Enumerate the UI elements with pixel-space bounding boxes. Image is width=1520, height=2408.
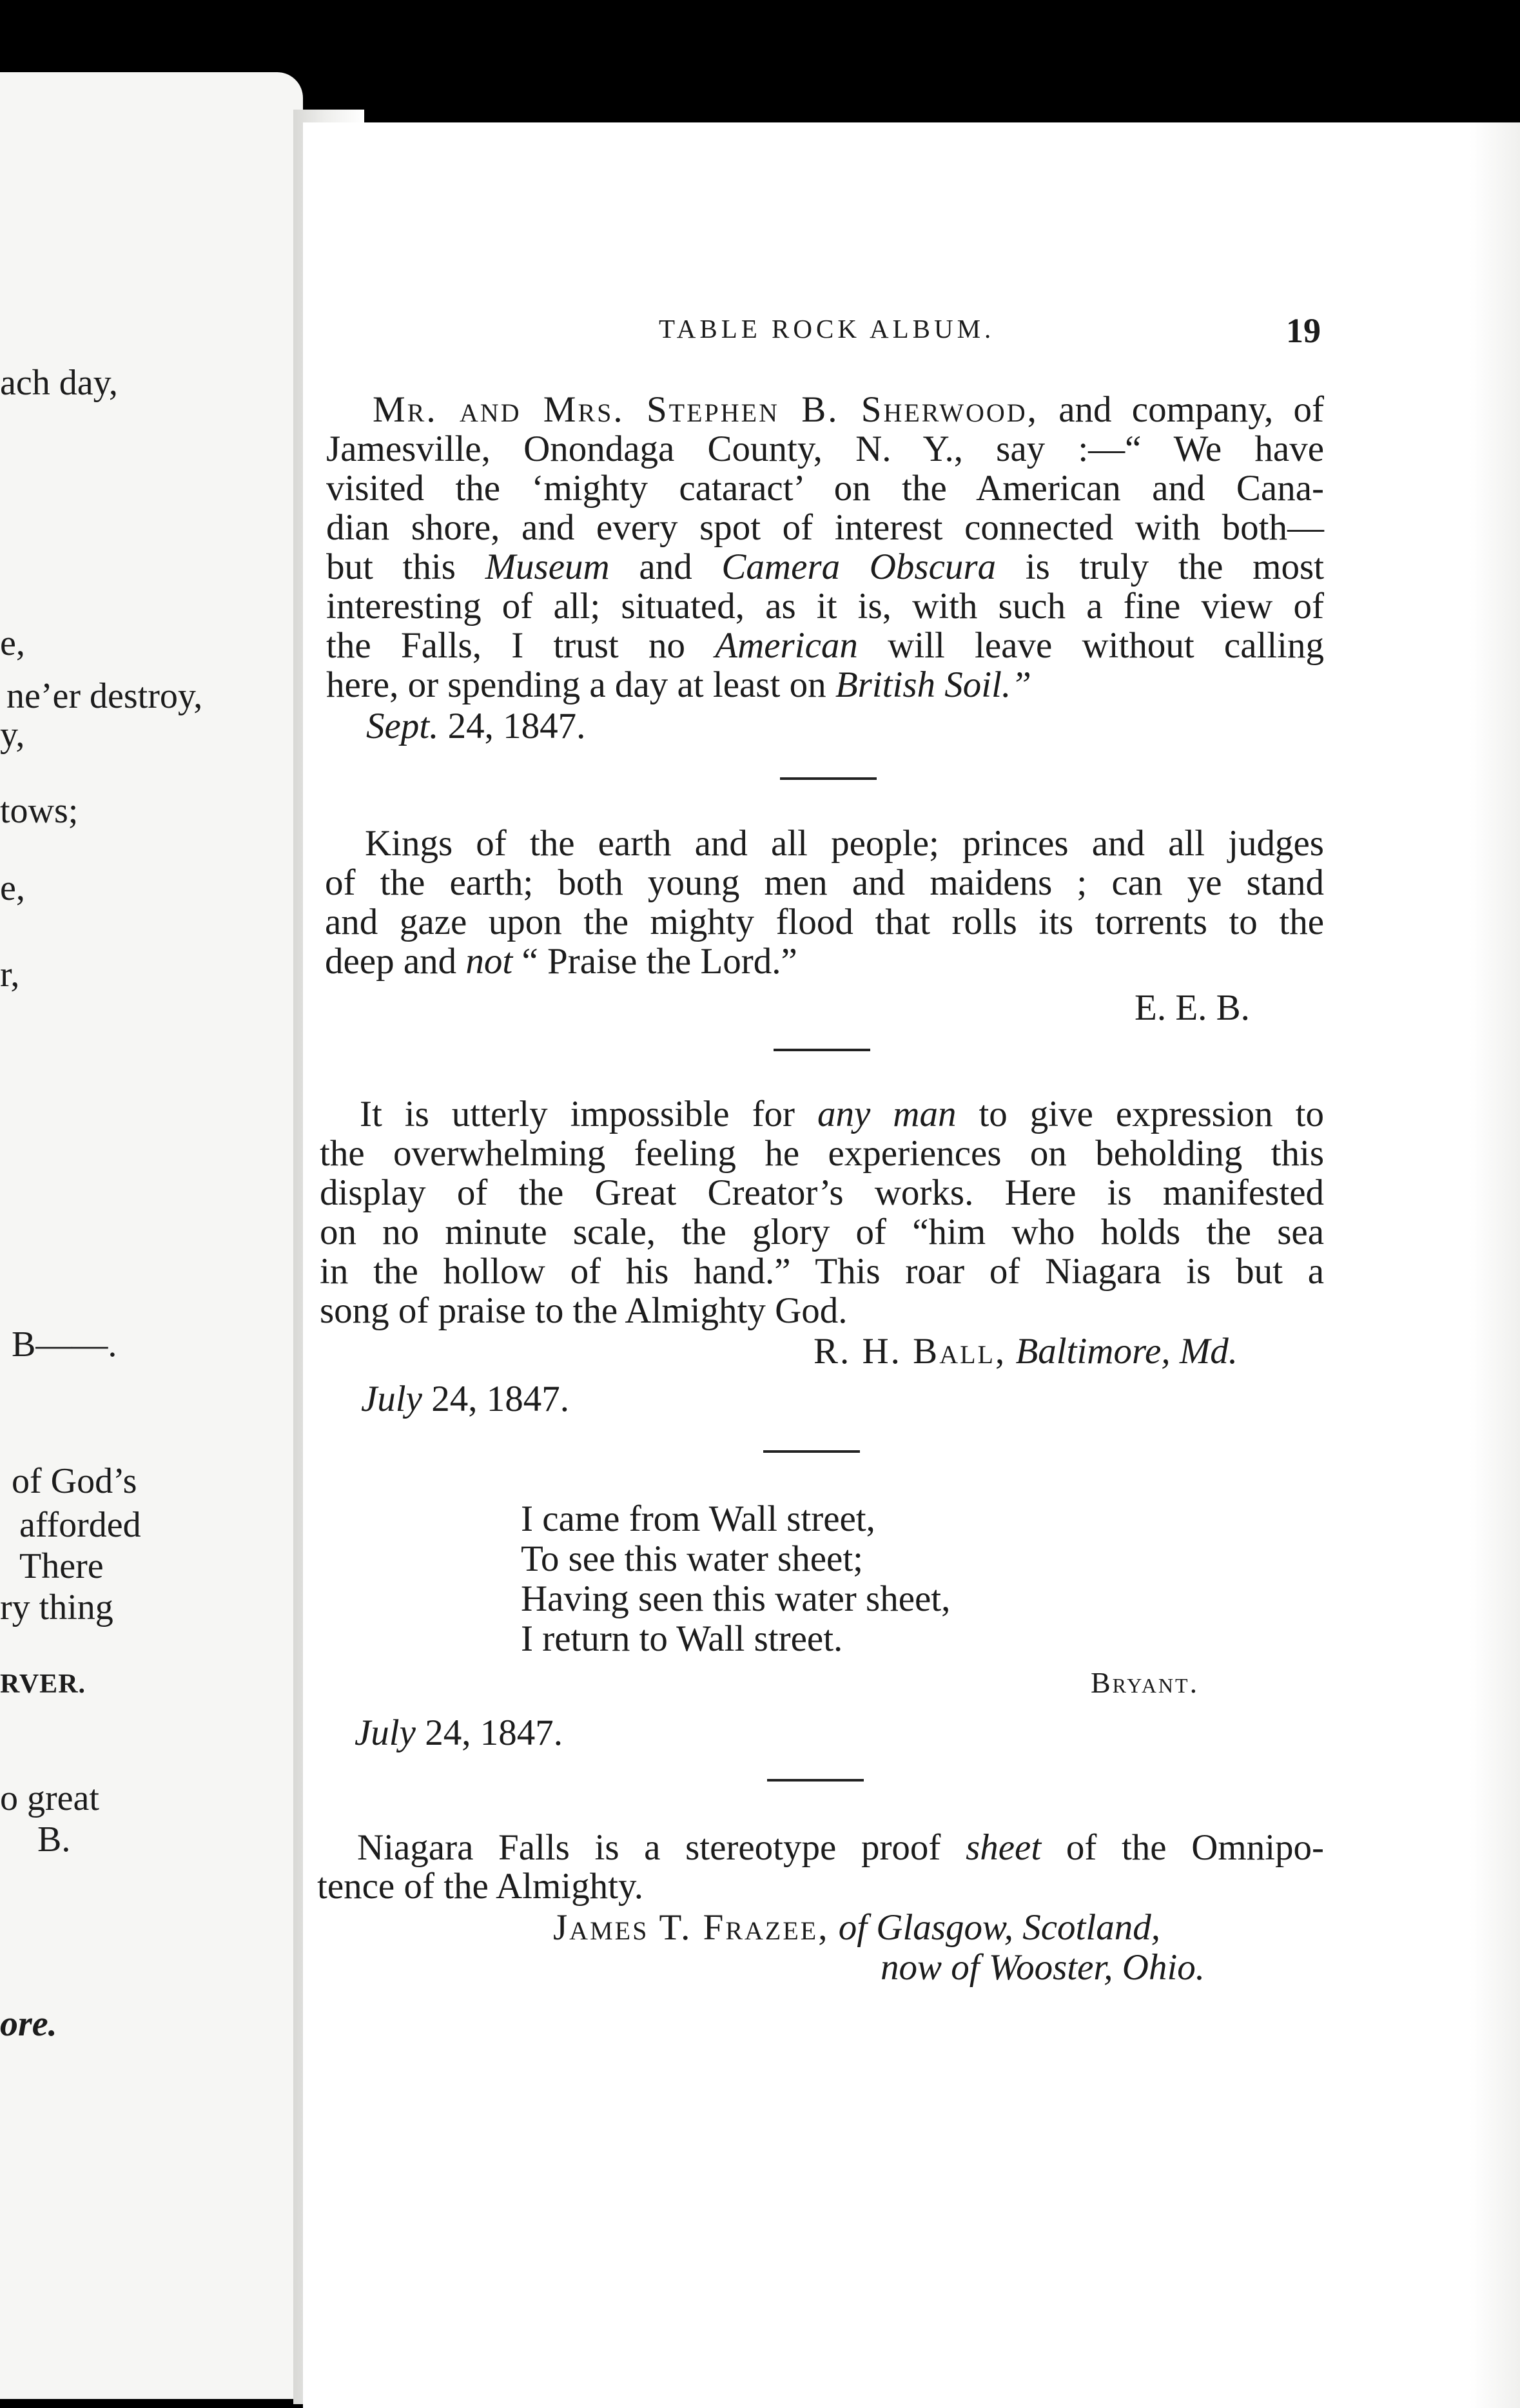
emphasis: any man [817, 1094, 957, 1134]
section-divider [767, 1779, 864, 1782]
emphasis: Camera Obscura [721, 547, 997, 587]
text-line: of the earth; both young men and maidens ; can ye stand [325, 862, 1324, 903]
text-line: dian shore, and every spot of interest connected with both— [326, 507, 1324, 548]
left-page-line: afforded [19, 1505, 141, 1545]
text-line: on no minute scale, the glory of “him who holds the sea [320, 1212, 1324, 1252]
text-line: Jamesville, Onondaga County, N. Y., say :—“ We have [326, 429, 1324, 469]
text-line: and gaze upon the mighty flood that rolls its torrents to the [325, 902, 1324, 942]
left-page-line: y, [0, 715, 25, 755]
verse-line: I return to Wall street. [521, 1618, 843, 1659]
left-page-line: ne’er destroy, [6, 676, 203, 716]
left-page-line: B——. [12, 1325, 117, 1364]
text-line: Mr. and Mrs. Stephen B. Sherwood, and company, of [373, 389, 1325, 430]
left-page-line: o great [0, 1778, 99, 1818]
left-page-line: e, [0, 868, 25, 908]
book-page [303, 122, 1520, 2408]
left-page-line: of God’s [12, 1461, 137, 1501]
section-divider [780, 777, 877, 780]
signature: Bryant. [1091, 1666, 1200, 1699]
text-line: here, or spending a day at least on British Soil.” [326, 665, 1031, 705]
left-page-line: ach day, [0, 363, 118, 403]
page-number: 19 [1286, 311, 1321, 350]
text-line: the overwhelming feeling he experiences on beholding this [320, 1133, 1324, 1174]
left-page-line: e, [0, 623, 25, 663]
text-line: the Falls, I trust no American will leave without calling [326, 625, 1325, 666]
signature: James T. Frazee, of Glasgow, Scotland, [553, 1907, 1160, 1948]
verse-line: Having seen this water sheet, [521, 1578, 951, 1619]
left-page-line: RVER. [0, 1669, 86, 1699]
text-line: Niagara Falls is a stereotype proof sheet of the Omnipo- [357, 1827, 1325, 1868]
emphasis: American [715, 625, 858, 666]
running-head: TABLE ROCK ALBUM. [659, 314, 995, 344]
author-name: Mr. and Mrs. Stephen B. Sherwood, [373, 389, 1038, 430]
text-line: deep and not “ Praise the Lord.” [325, 941, 797, 982]
signature: E. E. B. [1135, 987, 1250, 1028]
left-page-line: r, [0, 955, 20, 995]
text-line: It is utterly impossible for any man to give expression to [360, 1094, 1324, 1134]
text-line: display of the Great Creator’s works. Here is manifested [320, 1172, 1324, 1213]
text-line: in the hollow of his hand.” This roar of Niagara is but a [320, 1251, 1324, 1292]
left-page-line: ry thing [0, 1588, 113, 1627]
left-page-line: There [19, 1546, 104, 1586]
text-line: interesting of all; situated, as it is, with such a fine view of [326, 586, 1324, 626]
section-divider [763, 1450, 860, 1453]
text-line: song of praise to the Almighty God. [320, 1290, 848, 1331]
text-line: but this Museum and Camera Obscura is truly the most [326, 547, 1325, 587]
left-page-line: B. [37, 1820, 71, 1859]
text-line: Kings of the earth and all people; princes and all judges [365, 823, 1324, 864]
left-facing-page [0, 72, 303, 2399]
emphasis: sheet [966, 1827, 1042, 1868]
entry-date: July 24, 1847. [355, 1713, 563, 1753]
signature-place: now of Wooster, Ohio. [881, 1947, 1205, 1988]
text-line: tence of the Almighty. [317, 1866, 644, 1907]
emphasis: not [465, 941, 513, 982]
emphasis: Museum [485, 547, 610, 587]
emphasis: British Soil.” [835, 665, 1031, 705]
signature: R. H. Ball, Baltimore, Md. [814, 1331, 1238, 1372]
verse-line: To see this water sheet; [521, 1539, 864, 1579]
left-page-line: ore. [0, 2004, 57, 2044]
section-divider [774, 1049, 870, 1051]
entry-date: Sept. 24, 1847. [366, 706, 586, 746]
verse-line: I came from Wall street, [521, 1499, 875, 1539]
left-page-line: tows; [0, 791, 79, 831]
text-line: visited the ‘mighty cataract’ on the American and Cana- [326, 468, 1324, 509]
entry-date: July 24, 1847. [361, 1379, 569, 1419]
